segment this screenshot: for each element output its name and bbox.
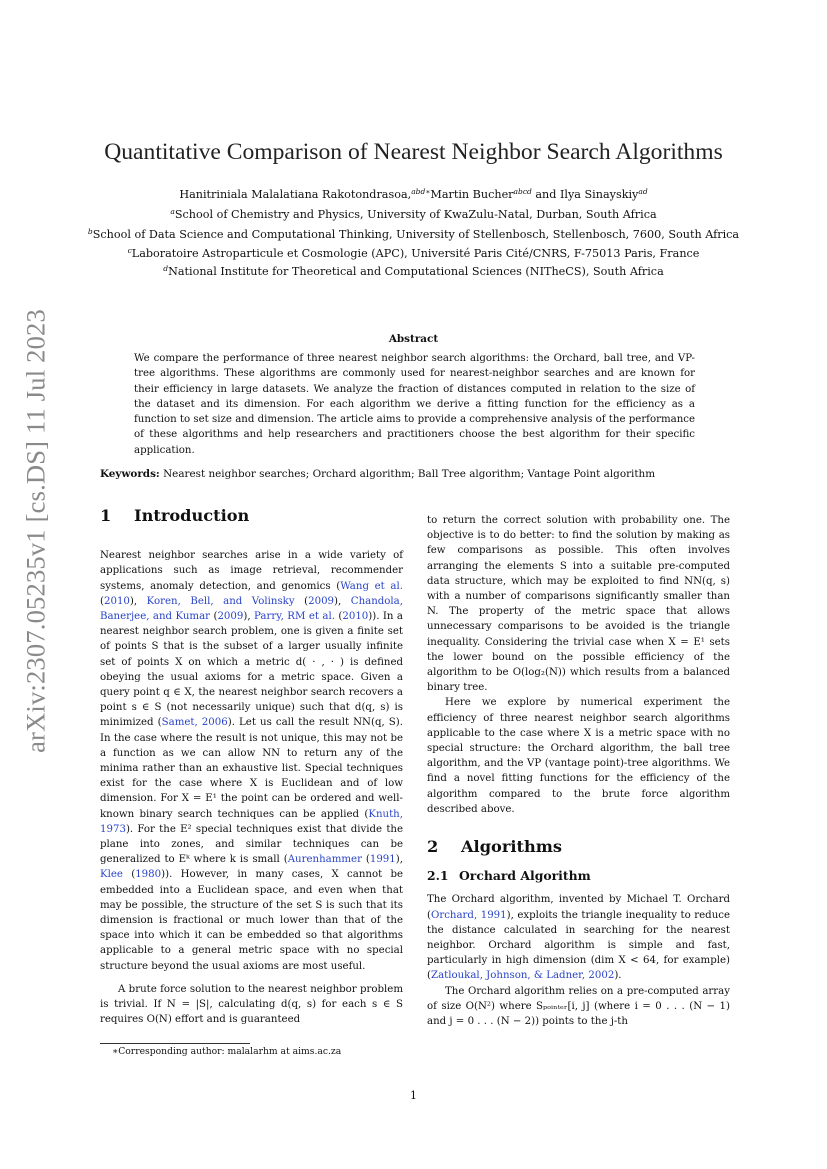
keywords-label: Keywords:: [100, 468, 160, 480]
citation-link[interactable]: Koren, Bell, and Volinsky: [146, 595, 295, 607]
paragraph: Here we explore by numerical experiment the efficiency of three nearest neighbor search algorithms applicable to the case where X is a metric space with no special structure: the Orchard algorithm, the ball tree algorithm, and the VP (vantage point)-tree algorithms. We find a novel fitting functions for the efficiency of the algorithm compared to the brute force algorithm described above.: [427, 697, 730, 815]
citation-link[interactable]: Orchard, 1991: [430, 909, 507, 921]
citation-link[interactable]: Klee: [100, 869, 123, 881]
citation-link[interactable]: Knuth, 1973: [100, 808, 403, 835]
affiliation: $^c$Laboratoire Astroparticule et Cosmologie (APC), Université Paris Cité/CNRS, F-75013 Paris, France: [127, 246, 700, 260]
affiliation: $^d$National Institute for Theoretical and Computational Sciences (NITheCS), South Africa: [163, 264, 664, 278]
author-2: Martin Bucher: [430, 188, 514, 201]
affiliation: $^a$School of Chemistry and Physics, University of KwaZulu-Natal, Durban, South Africa: [170, 207, 657, 221]
citation-link[interactable]: Samet, 2006: [161, 717, 228, 729]
paragraph: The Orchard algorithm relies on a pre-computed array of size O(N²) where Sₚₒᵢₙₜₑᵣ[i, j] (where i = 0 . . . (N − 1) and j = 0 . . . (N − 2)) points to the j-th: [427, 985, 730, 1028]
paragraph: The Orchard algorithm, invented by Michael T. Orchard (Orchard, 1991), exploits the triangle inequality to reduce the distance calculated in searching for the nearest neighbor. Orchard algorithm is simple and fast, particularly in high dimension (dim X < 64, for example) (Zatloukal, Johnson, & Ladner, 2002).: [427, 894, 730, 982]
keywords: [100, 468, 727, 480]
paragraph: to return the correct solution with probability one. The objective is to do better: to find the solution by making as few comparisons as possible. This often involves arranging the elements S into a suitable pre-computed data structure, which may be exploited to find NN(q, s) with a number of comparisons significantly smaller than N. The property of the metric space that allows unnecessary comparisons to be avoided is the triangle inequality. Considering the trivial case when X = E¹ sets the lower bound on the possible efficiency of the algorithm to be O(log₂(N)) which results from a balanced binary tree.: [427, 515, 730, 694]
author-3-marks: ad: [638, 187, 648, 196]
paragraph: A brute force solution to the nearest neighbor problem is trivial. If N = |S|, calculating d(q, s) for each s ∈ S requires O(N) effort and is guaranteed: [100, 983, 403, 1026]
section-heading: 2 Algorithms: [427, 837, 562, 857]
citation-link[interactable]: Wang et al.: [340, 580, 403, 592]
affiliation: $^b$School of Data Science and Computational Thinking, University of Stellenbosch, Stellenbosch, 7600, South Africa: [87, 227, 740, 241]
author-1: Hanitriniala Malalatiana Rakotondrasoa,: [179, 188, 412, 201]
keywords-text: Nearest neighbor searches; Orchard algorithm; Ball Tree algorithm; Vantage Point algorithm: [163, 468, 656, 480]
citation-link[interactable]: 2010: [342, 611, 369, 623]
footnote: ∗Corresponding author: malalarhm at aims.ac.za: [112, 1046, 342, 1057]
citation-link[interactable]: 1980: [135, 869, 162, 881]
subsection-heading: 2.1 Orchard Algorithm: [427, 868, 591, 884]
author-2-marks: abcd: [513, 187, 532, 196]
paragraph: Nearest neighbor searches arise in a wide variety of applications such as image retrieval, recommender systems, anomaly detection, and genomics (Wang et al. (2010), Koren, Bell, and Volinsky (2009), Chandola, Banerjee, and Kumar (2009), Parry, RM et al. (2010)). In a nearest neighbor search problem, one is given a finite set of points S that is the subset of a larger usually infinite set of points X on which a metric d( · , · ) is defined obeying the usual axioms for a metric space. Given a query point q ∈ X, the nearest neighbor search recovers a point s ∈ S (not necessarily unique) such that d(q, s) is minimized (Samet, 2006). Let us call the result NN(q, S). In the case where the result is not unique, this may not be a function as we can allow NN to return any of the minima rather than an exhaustive list. Special techniques exist for the case where X is Euclidean and of low dimension. For X = E¹ the point can be ordered and well-known binary search techniques can be applied (Knuth, 1973). For the E² special techniques exist that divide the plane into zones, and similar techniques can be generalized to Eᵏ where k is small (Aurenhammer (1991), Klee (1980)). However, in many cases, X cannot be embedded into a Euclidean space, and even when that may be possible, the structure of the set S is such that its dimension is fractional or much lower than that of the space into which it can be embedded so that algorithms applicable to a general metric space with no special structure beyond the usual axioms are most useful.: [100, 550, 404, 972]
author-1-marks: abd∗: [411, 187, 431, 196]
citation-link[interactable]: Aurenhammer: [287, 854, 362, 866]
arxiv-sidebar-stamp: [14, 309, 58, 753]
citation-link[interactable]: 2009: [308, 595, 335, 607]
citation-link[interactable]: 1991: [369, 854, 396, 866]
citation-link[interactable]: 2010: [103, 595, 130, 607]
arxiv-id: arXiv:2307.05235v1 [cs.DS] 11 Jul 2023: [20, 309, 51, 753]
left-column: [100, 508, 403, 1028]
author-3: and Ilya Sinayskiy: [531, 188, 639, 201]
section-heading: 1 Introduction: [100, 506, 250, 525]
right-column: [427, 513, 730, 1029]
footnote-divider: [100, 1043, 250, 1044]
paper-title: Quantitative Comparison of Nearest Neighbor Search Algorithms: [104, 139, 723, 165]
page-number: 1: [410, 1089, 417, 1102]
citation-link[interactable]: 2009: [217, 611, 244, 623]
citation-link[interactable]: Chandola, Banerjee, and Kumar: [100, 595, 403, 623]
citation-link[interactable]: Zatloukal, Johnson, & Ladner, 2002: [430, 970, 615, 982]
abstract-heading: Abstract: [388, 333, 439, 345]
abstract-text: We compare the performance of three nearest neighbor search algorithms: the Orchard, ball tree, and VP-tree algorithms. These algorithms are commonly used for nearest-neighbor searches and are known for their efficiency in large datasets. We analyze the fraction of distances computed in relation to the size of the dataset and its dimension. For each algorithm we derive a fitting function for the efficiency as a function to set size and dimension. The article aims to provide a comprehensive analysis of the performance of these algorithms and help researchers and practitioners choose the best algorithm for their specific application.: [134, 353, 695, 456]
citation-link[interactable]: Parry, RM et al.: [254, 611, 335, 623]
author-list: [0, 188, 827, 201]
